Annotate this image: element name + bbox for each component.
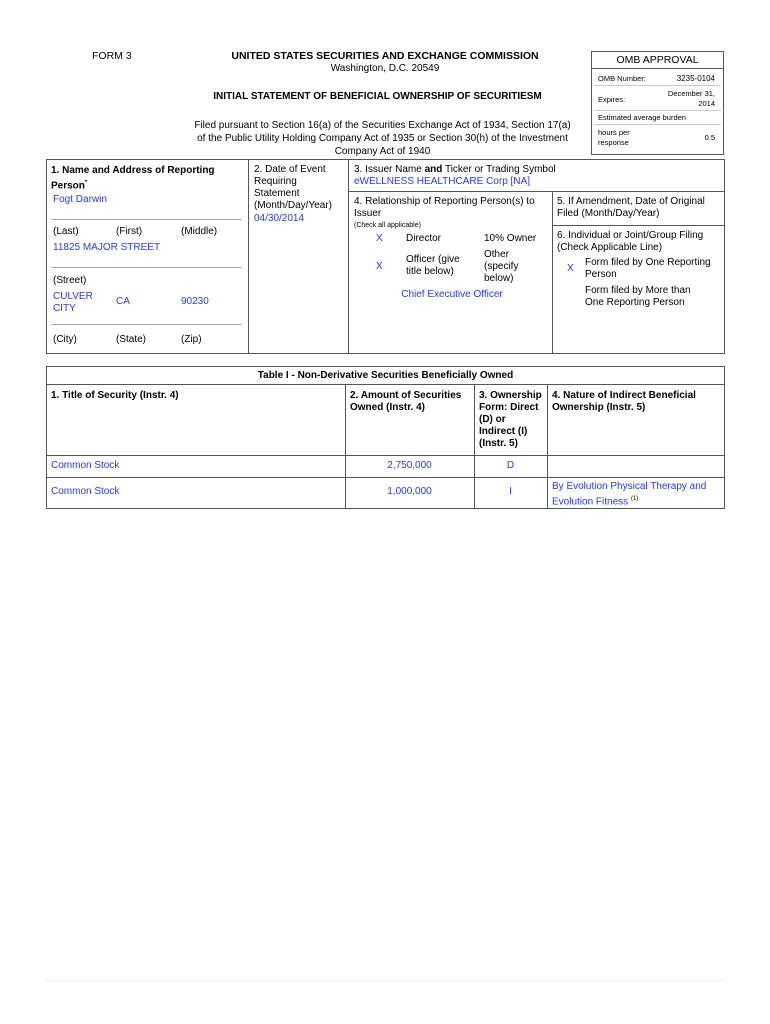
officer-check: X [376, 261, 383, 272]
state-label: (State) [116, 334, 147, 345]
event-date: 04/30/2014 [254, 213, 305, 224]
omb-approval-box [591, 51, 724, 155]
col-title-header: 1. Title of Security (Instr. 4) [51, 390, 179, 401]
section3-title: 3. Issuer Name and Ticker or Trading Symbol [354, 164, 556, 175]
commission-title: UNITED STATES SECURITIES AND EXCHANGE COMMISSION [231, 50, 539, 62]
issuer-name: eWELLNESS HEALTHCARE Corp [NA] [354, 176, 530, 187]
ten-percent-label: 10% Owner [484, 233, 537, 244]
director-label: Director [406, 233, 442, 244]
col-ownership-header: 3. Ownership Form: Direct (D) or Indirect (I) (Instr. 5) [479, 390, 542, 449]
city-value: CULVER CITY [53, 291, 93, 314]
omb-hours-label: hours per response [598, 128, 630, 147]
form-label: FORM 3 [92, 50, 132, 62]
first-label: (First) [116, 226, 143, 237]
omb-expires-value: December 31, 2014 [667, 89, 715, 108]
check-all-label: (Check all applicable) [354, 222, 421, 229]
col-nature-header: 4. Nature of Indirect Beneficial Ownership (Instr. 5) [552, 390, 696, 413]
zip-value: 90230 [181, 296, 209, 307]
officer-label: Officer (give title below) [406, 254, 460, 277]
table-row-title: Common Stock [51, 460, 120, 471]
omb-title: OMB APPROVAL [592, 52, 723, 69]
one-person-check: X [567, 263, 574, 274]
zip-label: (Zip) [181, 334, 202, 345]
last-label: (Last) [53, 226, 79, 237]
commission-location: Washington, D.C. 20549 [330, 63, 440, 74]
omb-hours-value: 0.5 [704, 133, 715, 142]
one-person-label: Form filed by One Reporting Person [585, 257, 711, 280]
omb-number-label: OMB Number: [598, 74, 646, 83]
table-row-title: Common Stock [51, 486, 120, 497]
omb-number-value: 3235-0104 [676, 74, 715, 83]
street-value: 11825 MAJOR STREET [53, 242, 161, 253]
director-check: X [376, 233, 383, 244]
section5-title: 5. If Amendment, Date of Original Filed (Month/Day/Year) [557, 196, 705, 219]
footnote-ref: (1) [630, 496, 639, 502]
form-title: INITIAL STATEMENT OF BENEFICIAL OWNERSHIP OF SECURITIESM [213, 91, 542, 102]
section1-title: 1. Name and Address of Reporting Person* [51, 165, 215, 192]
street-label: (Street) [53, 275, 87, 286]
table-row-amount: 1,000,000 [387, 486, 432, 497]
state-value: CA [116, 296, 130, 307]
filed-pursuant: Filed pursuant to Section 16(a) of the Securities Exchange Act of 1934, Section 17(a) of the Public Utility Holding Company Act of 1935 or Section 30(h) of the Investment Company Act of 1940 [194, 120, 571, 157]
section2-title: 2. Date of Event Requiring Statement (Month/Day/Year) [254, 164, 332, 211]
omb-burden-label: Estimated average burden [598, 113, 686, 122]
officer-title: Chief Executive Officer [401, 289, 503, 300]
more-persons-label: Form filed by More than One Reporting Person [585, 285, 691, 308]
table-row-amount: 2,750,000 [387, 460, 432, 471]
omb-expires-label: Expires: [598, 95, 626, 104]
table-caption: Table I - Non-Derivative Securities Beneficially Owned [257, 370, 514, 381]
table-row-form: I [509, 486, 512, 497]
section4-title: 4. Relationship of Reporting Person(s) to Issuer [354, 196, 535, 219]
reporting-person-name: Fogt Darwin [53, 194, 107, 205]
section6-title: 6. Individual or Joint/Group Filing (Check Applicable Line) [557, 230, 704, 253]
table-row-nature: By Evolution Physical Therapy and Evolution Fitness $^{(1)}$ [552, 481, 707, 508]
city-label: (City) [53, 334, 77, 345]
table-row-form: D [506, 460, 515, 471]
middle-label: (Middle) [181, 226, 218, 237]
col-amount-header: 2. Amount of Securities Owned (Instr. 4) [350, 390, 462, 413]
other-label: Other (specify below) [484, 249, 519, 284]
